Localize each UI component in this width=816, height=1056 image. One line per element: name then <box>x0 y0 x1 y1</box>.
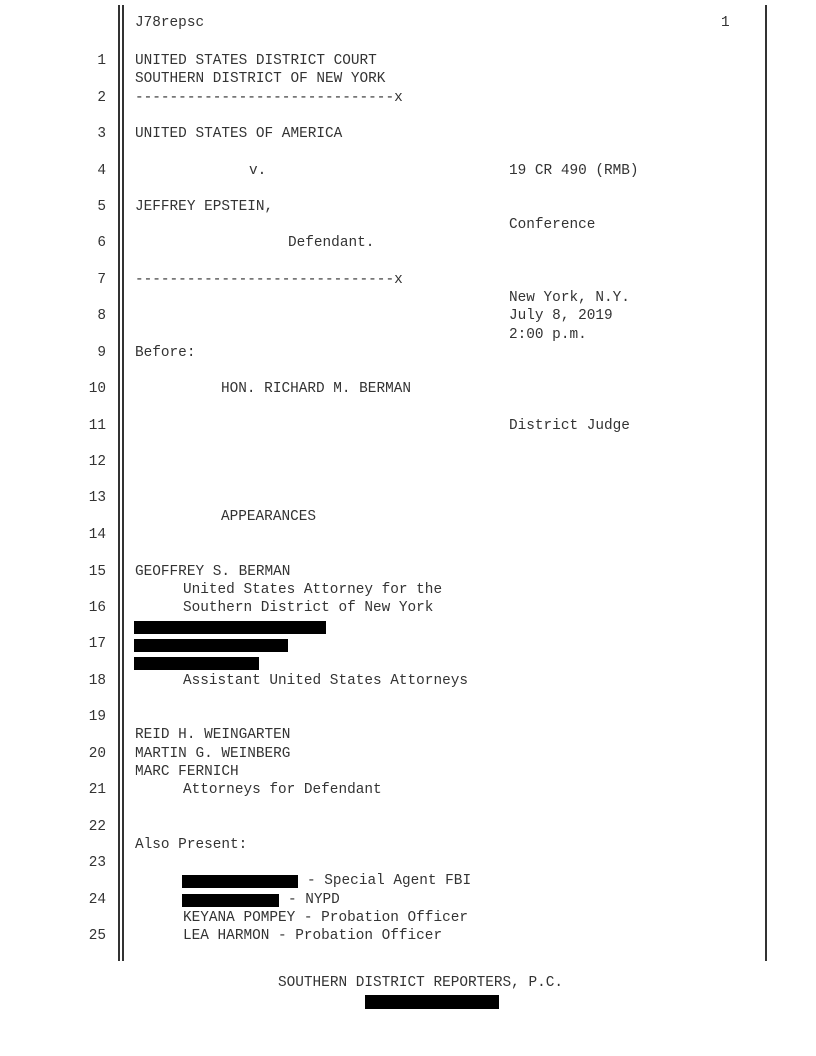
prosecution-role: Assistant United States Attorneys <box>183 673 468 689</box>
defendant-role: Defendant. <box>288 235 375 251</box>
line-number: 15 <box>88 564 106 580</box>
attendee-role: - NYPD <box>288 892 340 908</box>
line-number: 19 <box>88 709 106 725</box>
page-number: 1 <box>721 15 730 31</box>
line-number: 3 <box>97 126 106 142</box>
judge-name: HON. RICHARD M. BERMAN <box>221 381 411 397</box>
line-number: 16 <box>88 600 106 616</box>
caption-divider: ------------------------------x <box>135 90 403 106</box>
line-number: 13 <box>88 490 106 506</box>
redaction-bar <box>134 657 259 670</box>
defense-attorney: MARTIN G. WEINBERG <box>135 746 291 762</box>
redaction-bar <box>134 639 288 652</box>
hearing-location: New York, N.Y. <box>509 290 630 306</box>
line-number: 6 <box>97 235 106 251</box>
line-number: 9 <box>97 345 106 361</box>
line-number: 7 <box>97 272 106 288</box>
line-number: 20 <box>88 746 106 762</box>
line-number: 11 <box>88 418 106 434</box>
defense-attorney: MARC FERNICH <box>135 764 239 780</box>
versus-label: v. <box>249 163 267 179</box>
judge-title: District Judge <box>509 418 630 434</box>
left-margin-rule-outer <box>118 5 120 961</box>
line-number: 4 <box>97 163 106 179</box>
footer-reporter: SOUTHERN DISTRICT REPORTERS, P.C. <box>278 975 563 991</box>
hearing-date: July 8, 2019 <box>509 308 613 324</box>
hearing-time: 2:00 p.m. <box>509 327 587 343</box>
plaintiff-name: UNITED STATES OF AMERICA <box>135 126 343 142</box>
line-number: 25 <box>88 928 106 944</box>
before-label: Before: <box>135 345 196 361</box>
prosecutor-name: GEOFFREY S. BERMAN <box>135 564 291 580</box>
case-number: 19 CR 490 (RMB) <box>509 163 639 179</box>
left-margin-rule-inner <box>122 5 124 961</box>
attendee: KEYANA POMPEY - Probation Officer <box>183 910 468 926</box>
defense-attorney: REID H. WEINGARTEN <box>135 727 291 743</box>
line-number: 23 <box>88 855 106 871</box>
line-number: 17 <box>88 636 106 652</box>
redaction-bar <box>182 875 298 888</box>
line-number: 22 <box>88 819 106 835</box>
line-number: 24 <box>88 892 106 908</box>
caption-divider: ------------------------------x <box>135 272 403 288</box>
line-number: 2 <box>97 90 106 106</box>
court-name: UNITED STATES DISTRICT COURT <box>135 53 377 69</box>
prosecutor-title: United States Attorney for the <box>183 582 443 598</box>
defense-role: Attorneys for Defendant <box>183 782 382 798</box>
line-number: 1 <box>97 53 106 69</box>
line-number: 14 <box>88 527 106 543</box>
line-number: 8 <box>97 308 106 324</box>
case-code: J78repsc <box>135 15 205 31</box>
line-number: 10 <box>88 381 106 397</box>
also-present-label: Also Present: <box>135 837 248 853</box>
attendee-role: - Special Agent FBI <box>307 873 472 889</box>
proceeding-type: Conference <box>509 217 596 233</box>
right-margin-rule <box>765 5 767 961</box>
attendee: LEA HARMON - Probation Officer <box>183 928 443 944</box>
line-number: 12 <box>88 454 106 470</box>
prosecutor-district: Southern District of New York <box>183 600 434 616</box>
line-number: 5 <box>97 199 106 215</box>
line-number: 18 <box>88 673 106 689</box>
line-number: 21 <box>88 782 106 798</box>
defendant-name: JEFFREY EPSTEIN, <box>135 199 274 215</box>
court-district: SOUTHERN DISTRICT OF NEW YORK <box>135 71 386 87</box>
appearances-heading: APPEARANCES <box>221 509 316 525</box>
redaction-bar <box>365 995 499 1009</box>
redaction-bar <box>134 621 326 634</box>
redaction-bar <box>182 894 279 907</box>
